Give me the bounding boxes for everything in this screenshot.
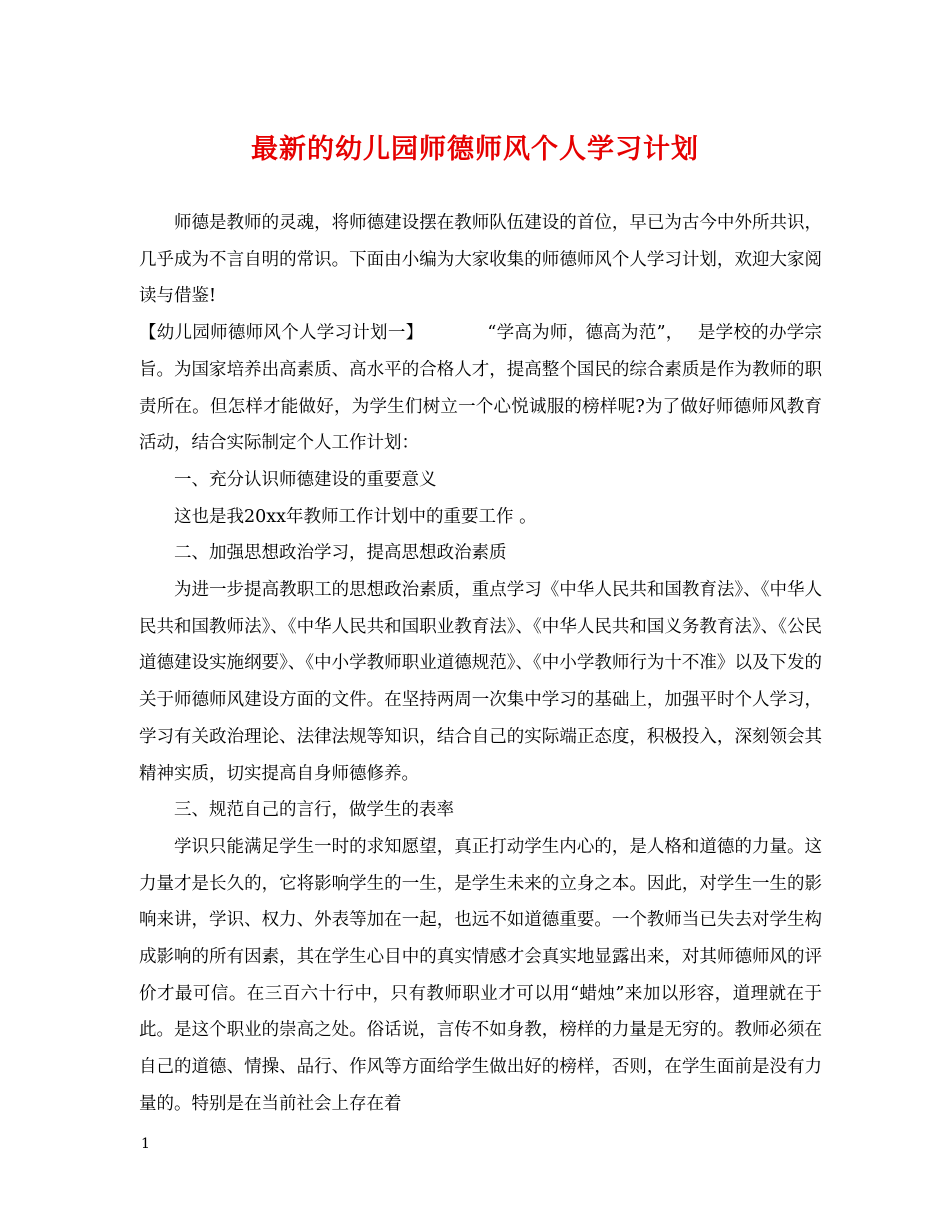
document-body xyxy=(139,205,822,1123)
section-paragraph: 学识只能满足学生一时的求知愿望，真正打动学生内心的，是人格和道德的力量。这力量才是长久的，它将影响学生的一生，是学生未来的立身之本。因此，对学生一生的影响来讲，学识、权力、外表等加在一起，也远不如道德重要。一个教师当已失去对学生构成影响的所有因素，其在学生心目中的真实情感才会真实地显露出来，对其师德师风的评价才最可信。在三百六十行中，只有教师职业才可以用“蜡烛”来加以形容，道理就在于此。是这个职业的崇高之处。俗话说，言传不如身教，榜样的力量是无穷的。教师必须在自己的道德、情操、品行、作风等方面给学生做出好的榜样，否则，在学生面前是没有力量的。特别是在当前社会上存在着 xyxy=(139,836,822,1114)
page-number: 1 xyxy=(141,1136,150,1152)
section-heading: 二、加强思想政治学习，提高思想政治素质 xyxy=(174,543,507,564)
intro-paragraph: 师德是教师的灵魂，将师德建设摆在教师队伍建设的首位，早已为古今中外所共识，几乎成为不言自明的常识。下面由小编为大家收集的师德师风个人学习计划，欢迎大家阅读与借鉴! xyxy=(139,213,822,307)
section-heading: 三、规范自己的言行，做学生的表率 xyxy=(174,800,454,821)
plan-paragraph xyxy=(139,315,822,462)
document-title: 最新的幼儿园师德师风个人学习计划 xyxy=(251,134,699,165)
plan-text: 是学校的办学宗旨。为国家培养出高素质、高水平的合格人才，提高整个国民的综合素质是作为教师的职责所在。但怎样才能做好，为学生们树立一个心悦诚服的榜样呢?为了做好师德师风教育活动，结合实际制定个人工作计划： xyxy=(139,323,822,454)
section-paragraph: 为进一步提高教职工的思想政治素质，重点学习《中华人民共和国教育法》、《中华人民共和国教师法》、《中华人民共和国职业教育法》、《中华人民共和国义务教育法》、《公民道德建设实施纲要》、《中小学教师职业道德规范》、《中小学教师行为十不准》以及下发的关于师德师风建设方面的文件。在坚持两周一次集中学习的基础上，加强平时个人学习，学习有关政治理论、法律法规等知识，结合自己的实际端正态度，积极投入，深刻领会其精神实质，切实提高自身师德修养。 xyxy=(139,580,822,784)
section-heading: 一、充分认识师德建设的重要意义 xyxy=(174,469,437,490)
plan-heading: 【幼儿园师德师风个人学习计划一】 xyxy=(139,323,424,344)
plan-quote: “学高为师，德高为范”， xyxy=(487,323,684,344)
section-paragraph: 这也是我20xx年教师工作计划中的重要工作 。 xyxy=(174,506,537,527)
